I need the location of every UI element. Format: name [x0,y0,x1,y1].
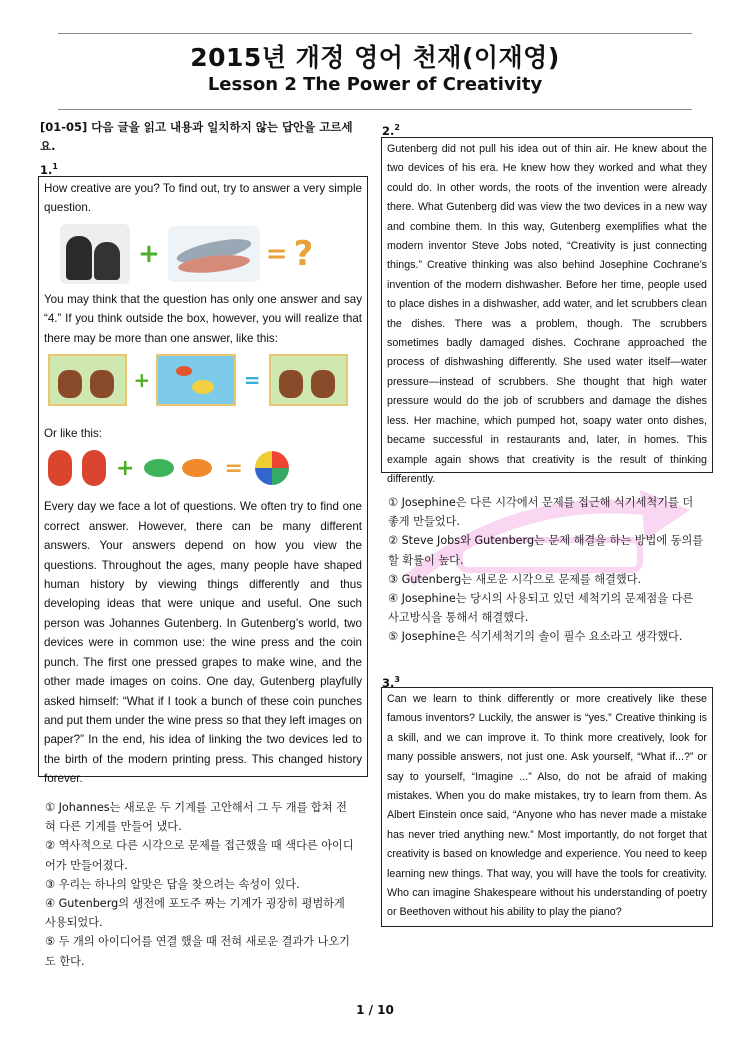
header-rule [58,109,692,110]
bears-image [60,224,130,284]
option[interactable]: ② 역사적으로 다른 시각으로 문제를 접근했을 때 색다른 아이디어가 만들어졌다. [45,839,354,872]
equals-sign: = [224,455,243,481]
teddy-bear-icon [82,450,106,486]
passage-paragraph: How creative are you? To find out, try to answer a very simple question. [44,182,362,215]
option[interactable]: ⑤ Josephine은 식기세척기의 솔이 필수 요소라고 생각했다. [388,630,683,644]
question-2-passage [381,137,713,485]
plus-sign: + [138,238,160,269]
puzzle-image-2 [48,352,348,408]
plus-sign: + [116,455,135,481]
fish-icon [144,459,174,477]
option[interactable]: ⑤ 두 개의 아이디어를 연결 했을 때 전혀 새로운 결과가 나오기도 한다. [45,935,350,968]
passage-paragraph: You may think that the question has only one answer and say “4.” If you think outside the box, however, you will realize that there may be more than one answer, like this: [44,292,362,345]
teddy-bear-icon [48,450,72,486]
question-1-passage [38,176,368,786]
passage-paragraph: Or like this: [44,427,102,441]
option[interactable]: ③ 우리는 하나의 알맞은 답을 찾으려는 속성이 있다. [45,877,300,891]
plus-sign: + [133,368,151,393]
fish-icon [182,459,212,477]
passage-paragraph: Every day we face a lot of questions. We often try to find one correct answer. However, there can be many different answers. Your answers depend on how you view the questions. Throughout the ages, many people have shaped human history by viewing things differently and thus developing ideas that were unique and useful. One such person was Johannes Gutenberg. In Gutenberg’s world, two devices were in common use: the wine press and the coin punch. The first one pressed grapes to make wine, and the other made images on coins. One day, Gutenberg playfully asked himself: “What if I took a bunch of these coin punches and put them under the wine press so that they left images on paper?” In the end, his idea of linking the two devices led to the birth of the modern printing press. This changed history forever. [44,500,362,786]
page-number: 1 / 10 [356,1003,394,1017]
question-2-number: 2.$^2$ [382,123,400,138]
question-2-options [388,493,704,647]
option[interactable]: ④ Josephine는 당시의 사용되고 있던 세척기의 문제점을 다른 사고방식을 통해서 해결했다. [388,592,694,625]
question-1-number: 1.$^1$ [40,162,58,177]
option[interactable]: ② Steve Jobs와 Gutenberg는 문제 해결을 하는 방법에 동의를 할 확률이 높다. [388,534,704,567]
equals-sign: = [265,238,288,269]
question-1-options [45,798,355,971]
question-mark: ? [293,233,314,274]
fish-image [168,226,260,282]
equals-sign: = [243,368,261,393]
passage-text: Can we learn to think differently or more creatively like these famous inventors? Luckily, the answer is “yes.” Creative thinking is a skill, and we can improve it. To think more creatively, look for many possible answers, not just one. Ask yourself, “What if...?” or say to yourself, “Imagine ...” Also, do not be afraid of making mistakes. When you do make mistakes, try to learn from them. As Albert Einstein once said, “Anyone who has never made a mistake has never tried anything new.” Most importantly, do not forget that creativity is based on knowledge and experience. You need to keep learning new things. That way, you will have the tools for creativity. Who can imagine Shakespeare without his understanding of poetry or Beethoven without his ability to play the piano? [387,693,707,919]
passage-text: Gutenberg did not pull his idea out of thin air. He knew about the two devices of his era. He knew how they worked and what they could do. In other words, the roots of the invention were already there. What Gutenberg did was view the two devices in a new way and combine them. In this way, Gutenberg exemplifies what the modern inventor Steve Jobs noted, “Creativity is just connecting things.” Creative thinking was also behind Josephine Cochrane’s invention of the modern dishwasher. Before her time, people used to place dishes in a dishwasher, add water, and let scrubbers clean the dishes. There was a problem, though. The scrubbers sometimes badly damaged dishes. Cochrane approached the process of dishwashing differently. She used water itself—water pressure—instead of scrubbers. She thought that high water pressure would do the job of scrubbers and damage the dishes less. Her machine, which pumped hot, soapy water onto dishes, became successful in restaurants and, later, in homes. This example again shows that creativity is the result of thinking differently. [387,143,707,485]
option[interactable]: ③ Gutenberg는 새로운 시각으로 문제를 해결했다. [388,572,642,586]
bears-card [48,354,127,406]
page-title: 2015년 개정 영어 천재(이재영) [190,43,560,72]
option[interactable]: ① Josephine은 다른 시각에서 문제를 접근해 식기세척기를 더 좋게 만들었다. [388,496,694,529]
puzzle-image-3 [48,445,348,491]
option[interactable]: ④ Gutenberg의 생전에 포도주 짜는 기계가 굉장히 평범하게 사용되었다. [45,897,345,930]
question-3-number: 3.$^3$ [382,675,400,690]
instruction: [01-05] 다음 글을 읽고 내용과 일치하지 않는 답안을 고르세요. [40,120,353,153]
question-3-passage [381,687,713,927]
ball-icon [255,451,289,485]
top-rule [58,33,692,34]
page-subtitle: Lesson 2 The Power of Creativity [207,74,543,95]
puzzle-image-1 [60,222,320,286]
option[interactable]: ① Johannes는 새로운 두 기계를 고안해서 그 두 개를 합쳐 전혀 다른 기계를 만들어 냈다. [45,801,347,834]
bears-card-result [269,354,348,406]
fish-card [156,354,235,406]
